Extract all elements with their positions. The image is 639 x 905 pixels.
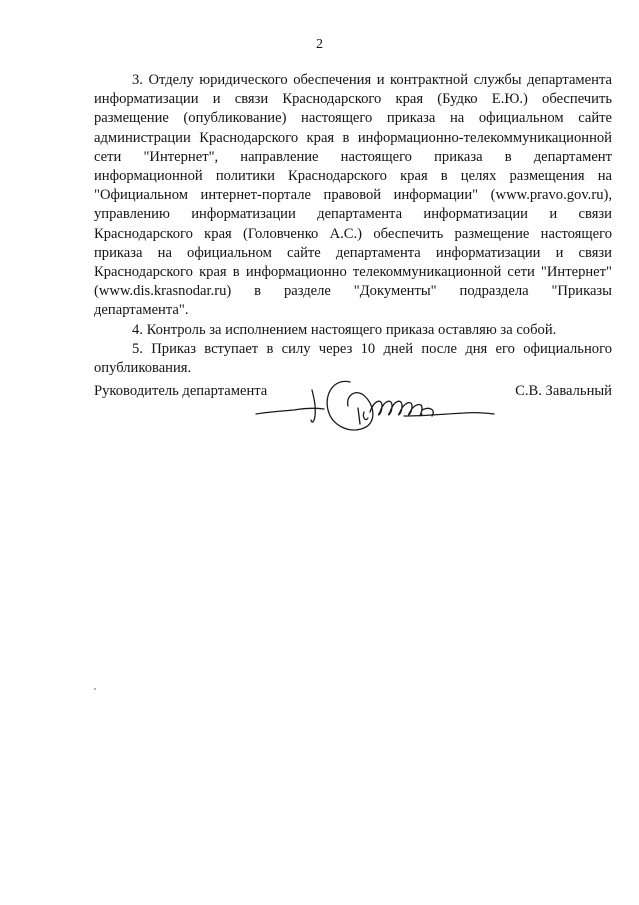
paragraph-3: 3. Отделу юридического обеспечения и контрактной службы департамента информатизации и связи Краснодарского края (Будко Е.Ю.) обеспечить размещение (опубликование) настоящего приказа на официальном сайте администрации Краснодарского края в информационно-телекоммуникационной сети "Интернет", направление настоящего приказа в департамент информационной политики Краснодарского края в целях размещения на "Официальном интернет-портале правовой информации" (www.pravo.gov.ru), управлению информатизации департамента информатизации и связи Краснодарского края (Головченко А.С.) обеспечить размещение настоящего приказа на официальном сайте департамента информатизации и связи Краснодарского края в информационно телекоммуникационной сети "Интернет" (www.dis.krasnodar.ru) в разделе "Документы" подраздела "Приказы департамента". [94, 72, 612, 319]
signer-position: Руководитель департамента [94, 383, 268, 399]
paragraph-5: 5. Приказ вступает в силу через 10 дней после дня его официального опубликования. [94, 340, 612, 377]
page-number: 2 [316, 37, 323, 52]
signer-name: С.В. Завальный [515, 383, 612, 399]
handwritten-signature [254, 372, 514, 442]
document-body [94, 71, 612, 378]
scan-speck [94, 688, 96, 690]
paragraph-4: 4. Контроль за исполнением настоящего приказа оставляю за собой. [132, 321, 557, 338]
signature-block [94, 380, 612, 440]
